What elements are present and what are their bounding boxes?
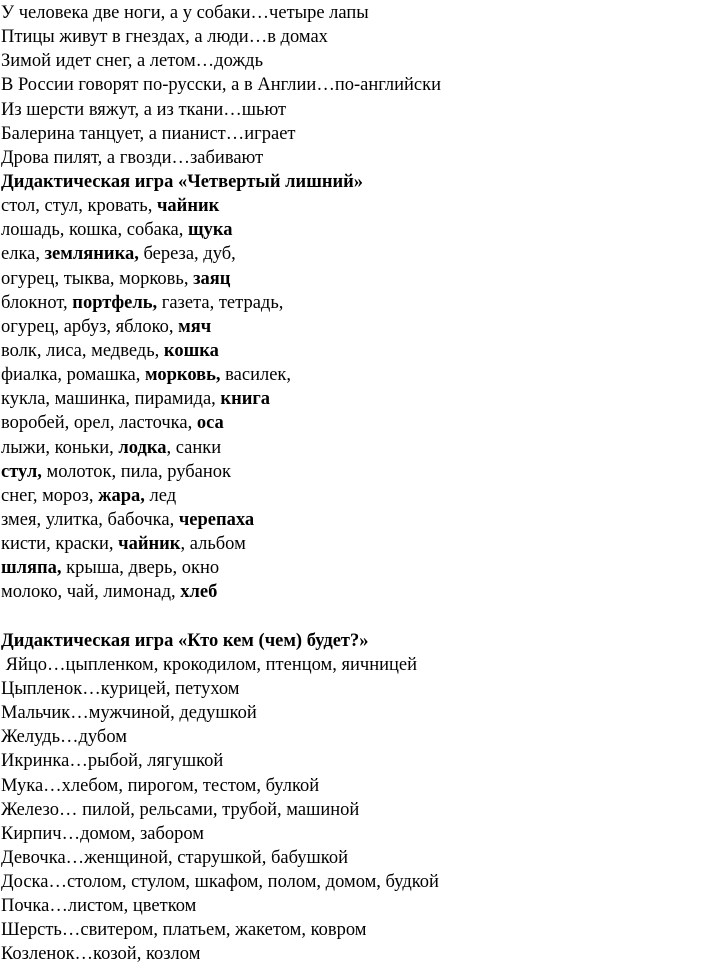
odd-word: чайник (118, 534, 181, 555)
text-line: Железо… пилой, рельсами, трубой, машиной (1, 799, 360, 820)
word-row (0, 363, 704, 387)
row-words-after: лед (144, 485, 177, 506)
row-words-before: лыжи, коньки, (1, 437, 119, 458)
section-heading (0, 629, 704, 653)
odd-word: жара, (98, 485, 145, 506)
text-line: Птицы живут в гнездах, а люди…в домах (1, 27, 328, 48)
word-row (0, 411, 704, 435)
intro-section (0, 1, 704, 170)
section-heading (0, 170, 704, 194)
text-line: Дрова пилят, а гвозди…забивают (1, 147, 264, 168)
text-line: Мальчик…мужчиной, дедушкой (1, 703, 257, 724)
text-line: Яйцо…цыпленком, крокодилом, птенцом, яичницей (1, 654, 418, 675)
word-row (0, 387, 704, 411)
odd-word: оса (196, 413, 224, 434)
word-row (0, 508, 704, 532)
word-row (0, 532, 704, 556)
word-row (0, 339, 704, 363)
odd-word: стул, (1, 461, 42, 482)
row-words-before: снег, мороз, (1, 485, 99, 506)
text-line: Шерсть…свитером, платьем, жакетом, ковром (1, 920, 367, 941)
word-row (0, 242, 704, 266)
odd-word: черепаха (178, 509, 255, 530)
text-line: Козленок…козой, козлом (1, 944, 201, 965)
text-line: Желудь…дубом (1, 727, 127, 748)
heading-text: Дидактическая игра «Четвертый лишний» (1, 171, 364, 192)
row-words-before: фиалка, ромашка, (1, 365, 146, 386)
odd-word: книга (220, 389, 271, 410)
game2-section (0, 629, 704, 967)
word-row (0, 460, 704, 484)
row-words-after: василек, (220, 365, 292, 386)
odd-word: лодка (118, 437, 167, 458)
row-words-after: , альбом (180, 534, 246, 555)
row-words-before: кукла, машинка, пирамида, (1, 389, 221, 410)
odd-word: шляпа, (1, 558, 62, 579)
row-words-after: крыша, дверь, окно (61, 558, 220, 579)
heading-text: Дидактическая игра «Кто кем (чем) будет?» (1, 630, 369, 651)
word-row (0, 556, 704, 580)
row-words-before: елка, (1, 244, 45, 265)
odd-word: щука (188, 220, 233, 241)
text-line: Мука…хлебом, пирогом, тестом, булкой (1, 775, 320, 796)
text-line: В России говорят по-русски, а в Англии…по-английски (1, 75, 442, 96)
row-words-before: волк, лиса, медведь, (1, 340, 164, 361)
text-line: Цыпленок…курицей, петухом (1, 678, 240, 699)
word-row (0, 218, 704, 242)
row-words-after: , санки (166, 437, 222, 458)
row-words-after: молоток, пила, рубанок (41, 461, 232, 482)
blank-line (0, 605, 704, 629)
row-words-before: воробей, орел, ласточка, (1, 413, 197, 434)
text-line: У человека две ноги, а у собаки…четыре лапы (1, 3, 369, 23)
text-line: Икринка…рыбой, лягушкой (1, 751, 224, 772)
odd-word: морковь, (145, 365, 221, 386)
word-row (0, 267, 704, 291)
word-row (0, 436, 704, 460)
word-row (0, 291, 704, 315)
row-words-before: молоко, чай, лимонад, (1, 582, 181, 603)
text-line: Из шерсти вяжут, а из ткани…шьют (1, 99, 287, 120)
text-line: Кирпич…домом, забором (1, 823, 205, 844)
text-line: Почка…листом, цветком (1, 896, 197, 917)
word-row (0, 315, 704, 339)
odd-word: хлеб (180, 582, 218, 603)
row-words-before: огурец, тыква, морковь, (1, 268, 194, 289)
row-words-after: береза, дуб, (138, 244, 236, 265)
word-row (0, 484, 704, 508)
text-line: Балерина танцует, а пианист…играет (1, 123, 296, 144)
odd-word: заяц (193, 268, 231, 289)
row-words-before: змея, улитка, бабочка, (1, 509, 179, 530)
odd-word: портфель, (72, 292, 158, 313)
odd-word: мяч (178, 316, 212, 337)
row-words-after: газета, тетрадь, (157, 292, 284, 313)
word-row (0, 580, 704, 604)
text-line: Девочка…женщиной, старушкой, бабушкой (1, 847, 348, 868)
game1-section (0, 170, 704, 605)
odd-word: кошка (163, 340, 219, 361)
row-words-before: стол, стул, кровать, (1, 196, 157, 217)
odd-word: земляника, (44, 244, 139, 265)
word-row (0, 194, 704, 218)
row-words-before: блокнот, (1, 292, 73, 313)
odd-word: чайник (157, 196, 220, 217)
text-line: Доска…столом, стулом, шкафом, полом, домом, будкой (1, 872, 439, 893)
row-words-before: огурец, арбуз, яблоко, (1, 316, 179, 337)
text-line: Зимой идет снег, а летом…дождь (1, 51, 264, 72)
row-words-before: кисти, краски, (1, 534, 119, 555)
row-words-before: лошадь, кошка, собака, (1, 220, 189, 241)
